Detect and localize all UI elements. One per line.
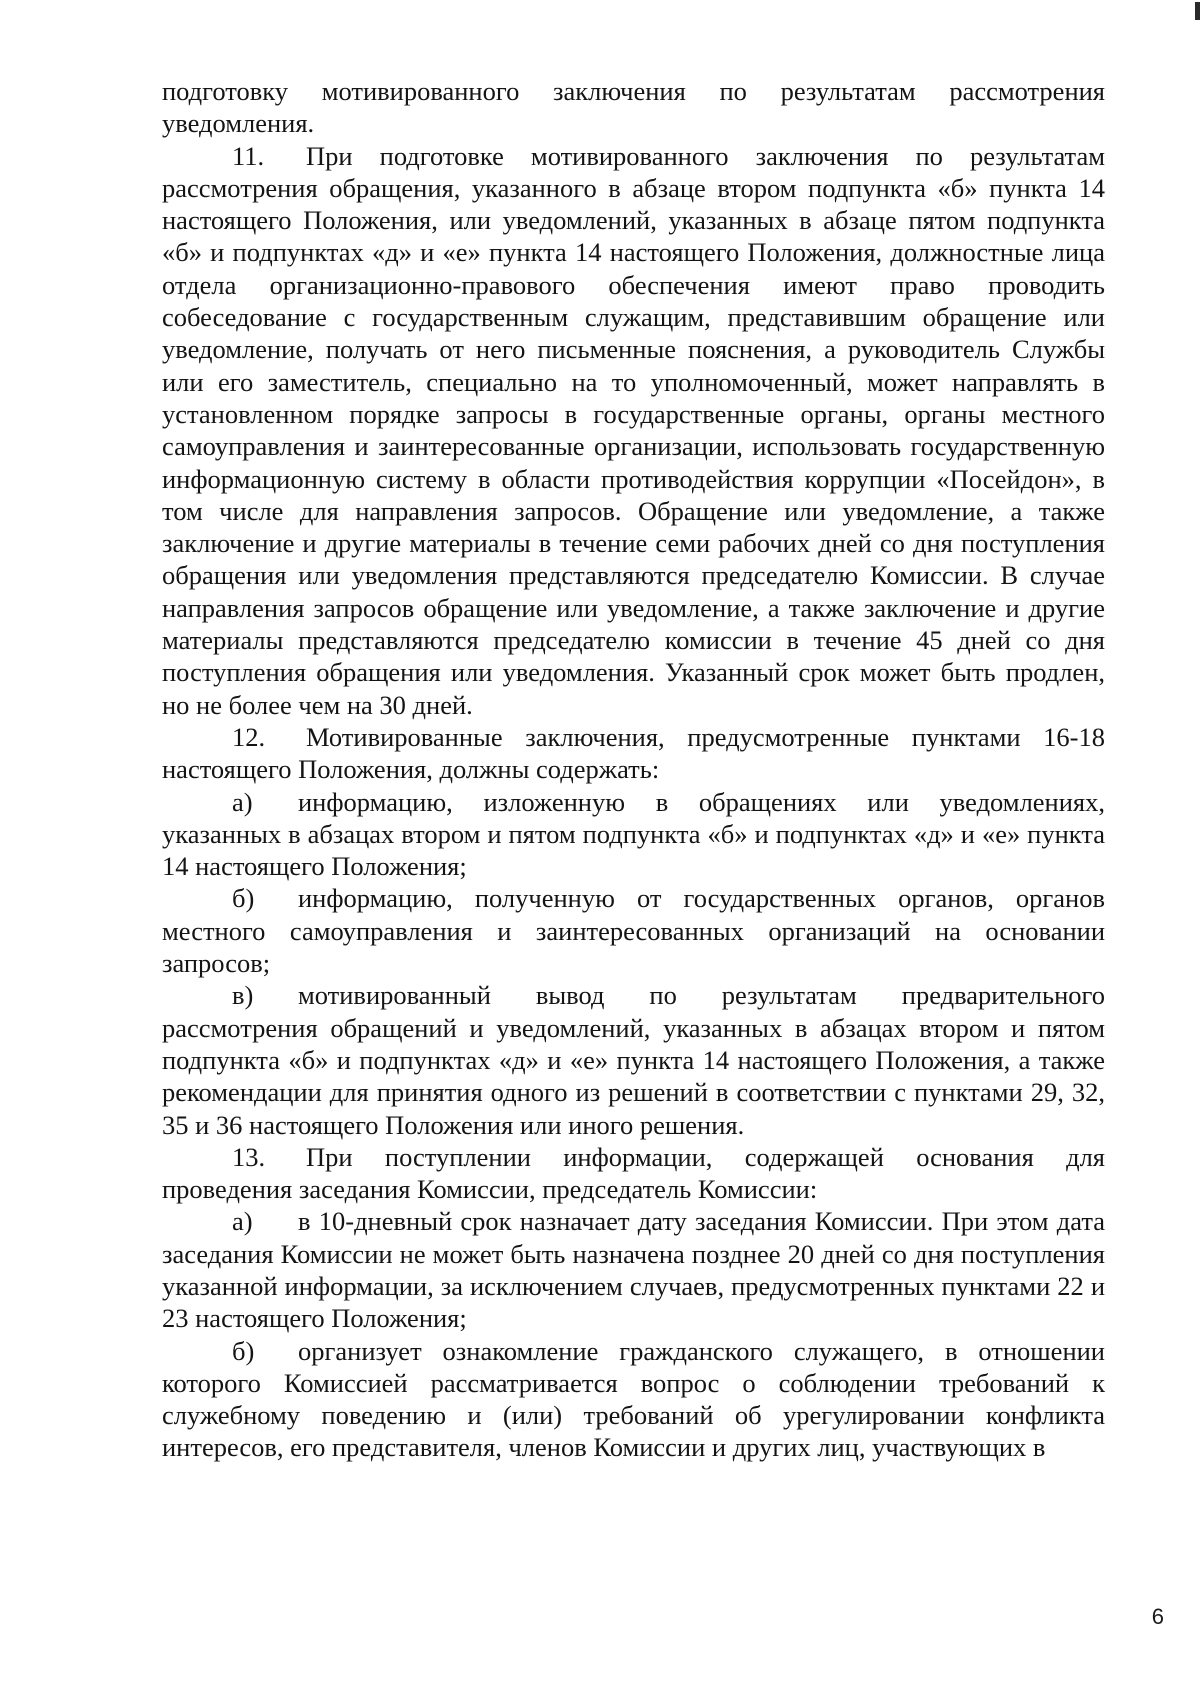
paragraph-text: мотивированный вывод по результатам предварительного рассмотрения обращений и уведомлений, указанных в абзацах втором и пятом подпункта «б» и подпунктах «д» и «е» пункта 14 настоящего Положения, а также рекомендации для принятия одного из решений в соответствии с пунктами 29, 32, 35 и 36 настоящего Положения или иного решения.: [162, 980, 1105, 1140]
paragraph-number: 12.: [232, 721, 266, 752]
paragraph-number: 13.: [232, 1141, 266, 1172]
subparagraph-letter: б): [232, 1335, 255, 1366]
subparagraph-letter: а): [232, 786, 253, 817]
paragraph-text: При подготовке мотивированного заключения по результатам рассмотрения обращения, указанного в абзаце втором подпункта «б» пункта 14 настоящего Положения, или уведомлений, указанных в абзаце пятом подпункта «б» и подпунктах «д» и «е» пункта 14 настоящего Положения, должностные лица отдела организационно-правового обеспечения имеют право проводить собеседование с государственным служащим, представившим обращение или уведомление, получать от него письменные пояснения, а руководитель Службы или его заместитель, специально на то уполномоченный, может направлять в установленном порядке запросы в государственные органы, органы местного самоуправления и заинтересованные организации, использовать государственную информационную систему в области противодействия коррупции «Посейдон», в том числе для направления запросов. Обращение или уведомление, а также заключение и другие материалы в течение семи рабочих дней со дня поступления обращения или уведомления представляются председателю Комиссии. В случае направления запросов обращение или уведомление, а также заключение и другие материалы представляются председателю комиссии в течение 45 дней со дня поступления обращения или уведомления. Указанный срок может быть продлен, но не более чем на 30 дней.: [162, 140, 1105, 720]
paragraph-text: организует ознакомление гражданского служащего, в отношении которого Комиссией рассматривается вопрос о соблюдении требований к служебному поведению и (или) требований об урегулировании конфликта интересов, его представителя, членов Комиссии и других лиц, участвующих в: [162, 1335, 1105, 1463]
paragraph-text: При поступлении информации, содержащей основания для проведения заседания Комиссии, председатель Комиссии:: [162, 1141, 1105, 1205]
paragraph-text: информацию, полученную от государственных органов, органов местного самоуправления и заинтересованных организаций на основании запросов;: [162, 883, 1105, 979]
paragraph-13: [162, 1141, 1105, 1206]
subparagraph-letter: а): [232, 1206, 253, 1237]
subparagraph-13a: [162, 1205, 1105, 1334]
paragraph-text: Мотивированные заключения, предусмотренные пунктами 16-18 настоящего Положения, должны содержать:: [162, 721, 1105, 785]
paragraph-text: информацию, изложенную в обращениях или уведомлениях, указанных в абзацах втором и пятом подпункта «б» и подпунктах «д» и «е» пункта 14 настоящего Положения;: [162, 786, 1105, 882]
paragraph-11: [162, 140, 1105, 721]
subparagraph-letter: б): [232, 883, 255, 914]
document-body: [162, 75, 1105, 1464]
subparagraph-12c: [162, 979, 1105, 1140]
paragraph-text: в 10-дневный срок назначает дату заседания Комиссии. При этом дата заседания Комиссии не может быть назначена позднее 20 дней со дня поступления указанной информации, за исключением случаев, предусмотренных пунктами 22 и 23 настоящего Положения;: [162, 1206, 1105, 1334]
subparagraph-12b: [162, 882, 1105, 979]
subparagraph-12a: [162, 786, 1105, 883]
paragraph-text: подготовку мотивированного заключения по результатам рассмотрения уведомления.: [162, 76, 1105, 139]
paragraph-number: 11.: [232, 140, 265, 171]
subparagraph-13b: [162, 1335, 1105, 1464]
scan-edge-mark: [1195, 2, 1200, 20]
subparagraph-letter: в): [232, 980, 254, 1011]
page-number: 6: [1151, 1604, 1164, 1629]
paragraph-continuation: [162, 75, 1105, 140]
paragraph-12: [162, 721, 1105, 786]
